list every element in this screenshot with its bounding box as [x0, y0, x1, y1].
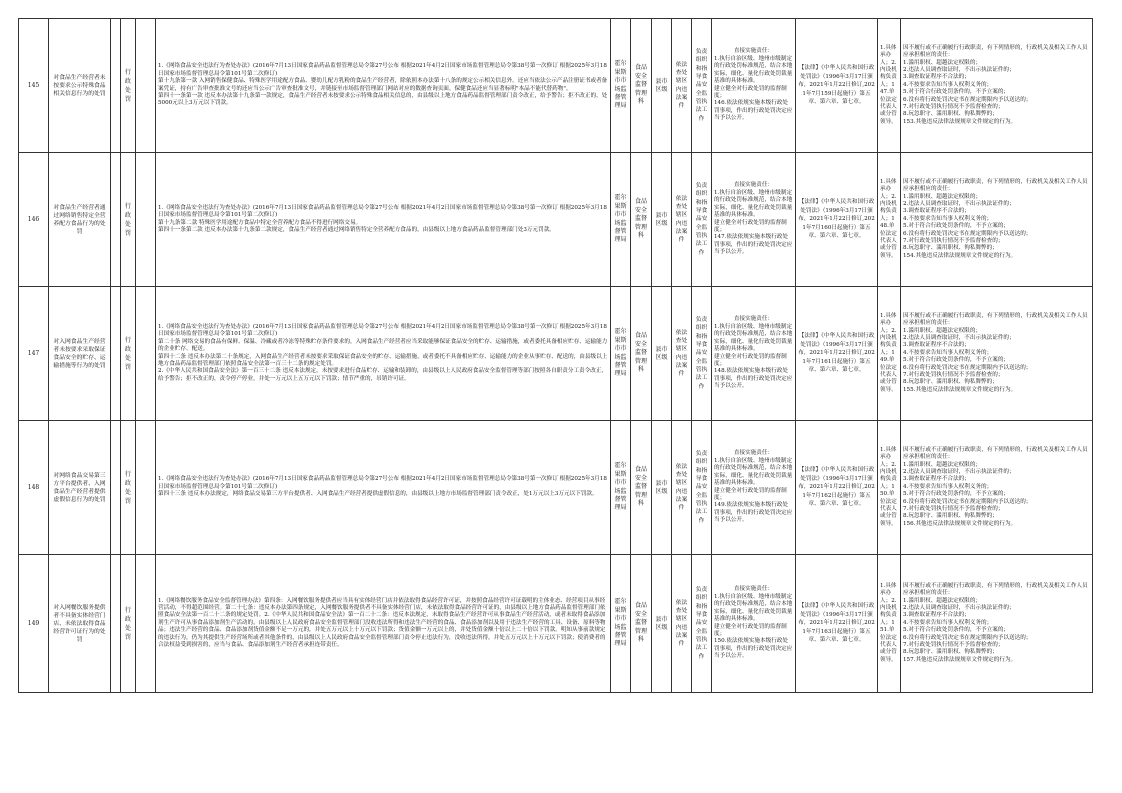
exercise-level: 县市区级	[652, 555, 672, 693]
exercise-mode: 依法查处辖区内违法案件	[672, 19, 692, 153]
legal-basis	[156, 555, 611, 693]
responsible-subject: 负责组织和指导食品安全监管执法工作	[692, 153, 712, 287]
accountability-line: 153.其他违反法律法规规章文件规定的行为。	[903, 118, 1017, 125]
table-row	[19, 555, 1093, 693]
exercise-level: 县市区级	[652, 19, 672, 153]
accountability-line: 2.违法人员调查取证时，不出示执法证件的；	[903, 604, 1015, 611]
responsible-subject: 负责组织和指导食品安全监管执法工作	[692, 287, 712, 421]
accountability-line: 8.玩忽职守、滥用职权、徇私舞弊的；	[903, 513, 998, 520]
responsible-unit: 食品安全监督管理科	[631, 19, 652, 153]
resp-line: 146.依法依规实施本级行政处罚事项，作出的行政处罚决定应当予以公开。	[714, 100, 793, 122]
implementing-org: 霍尔果斯市市场监督管理局	[611, 421, 631, 555]
accountability-line: 1.滥用职权、超越法定权限的；	[903, 327, 982, 334]
accountability-line: 4.不按要求告知当事人权利义务的；	[903, 619, 993, 626]
resp-line: 1.执行自治区级、地州市级制定的行政处罚标准规范，结合本地实际，细化、量化行政处罚裁量基准的具体标准。	[714, 593, 793, 623]
accountability-line: 4.不按要求告知当事人权利义务的；	[903, 349, 993, 356]
accountable-persons: 1.具体承办人；2.内设机构负责人；149.单位法定代表人或分管领导。	[878, 287, 901, 421]
accountability-line: 8.玩忽职守、滥用职权、徇私舞弊的；	[903, 111, 998, 118]
item-name: 对食品生产经营者通过网络销售特定全营养配方食品行为的处罚	[49, 153, 111, 287]
basis-paragraph: 1.《网络食品安全违法行为查处办法》(2016年7月13日国家食品药品监督管理总局令第27号公布 根据2021年4月2日国家市场监督管理总局令第38号第一次修订 根据2025年3月18日国家市场监督管理总局令第101号第二次修订)	[158, 323, 607, 338]
accountable-persons: 1.具体承办人；2.内设机构负责人；151.单位法定代表人或分管领导。	[878, 555, 901, 693]
table-row	[19, 153, 1093, 287]
implementing-org: 霍尔果斯市市场监督管理局	[611, 19, 631, 153]
law-reference: 【法律】《中华人民共和国行政处罚法》（1996年3月17日颁布，2021年1月22日修订,2021年7月159日起施行）第五章、第六章、第七章。	[796, 19, 878, 153]
item-name: 对入网餐饮服务提供者不具备实体经营门店、未依法取得食品经营许可证行为的处罚	[49, 555, 111, 693]
accountability-line: 7.对行政处罚执行情况不予监督检查的；	[903, 238, 1004, 245]
legal-basis	[156, 287, 611, 421]
responsible-unit: 食品安全监督管理科	[631, 287, 652, 421]
responsible-unit: 食品安全监督管理科	[631, 555, 652, 693]
responsibility-items	[712, 555, 796, 693]
accountability-line: 4.不按要求告知当事人权利义务的；	[903, 483, 993, 490]
accountability-line: 5.对于符合行政处罚条件的，不予立案的；	[903, 223, 1010, 230]
accountability-line: 3.调查取证程序不合法的；	[903, 74, 970, 81]
accountability-line: 1.滥用职权、超越法定权限的；	[903, 597, 982, 604]
accountability-line: 154.其他违反法律法规规章文件规定的行为。	[903, 252, 1017, 259]
empty-cell	[111, 555, 121, 693]
resp-line: 1.执行自治区级、地州市级制定的行政处罚标准规范，结合本地实际，细化、量化行政处罚裁量基准的具体标准。	[714, 457, 793, 487]
accountability-situations	[901, 555, 1093, 693]
empty-cell	[136, 19, 156, 153]
resp-line: 建立健全对行政处罚的监督制度；	[714, 219, 787, 233]
law-reference: 【法律】《中华人民共和国行政处罚法》（1996年3月17日颁布，2021年1月22日修订,2021年7月163日起施行）第五章、第六章、第七章。	[796, 555, 878, 693]
accountability-line: 1.滥用职权、超越法定权限的；	[903, 193, 982, 200]
exercise-level: 县市区级	[652, 287, 672, 421]
implementing-org: 霍尔果斯市市场监督管理局	[611, 555, 631, 693]
accountability-line: 6.没有将行政处罚决定书在规定期限内予以送达的；	[903, 364, 1032, 371]
empty-cell	[136, 555, 156, 693]
empty-cell	[111, 421, 121, 555]
row-number: 149	[19, 555, 49, 693]
empty-cell	[111, 153, 121, 287]
resp-line: 147.依法依规实施本级行政处罚事项，作出的行政处罚决定应当予以公开。	[714, 234, 793, 256]
basis-paragraph: 第十九条第二款 特殊医学用途配方食品中特定全营养配方食品不得进行网络交易。	[158, 219, 362, 226]
accountability-line: 1.滥用职权、超越法定权限的；	[903, 461, 982, 468]
resp-line: 建立健全对行政处罚的监督制度；	[714, 353, 787, 367]
item-name: 对入网食品生产经营者未按要求采取保证食品安全的贮存、运输措施等行为的处罚	[49, 287, 111, 421]
accountability-situations	[901, 421, 1093, 555]
basis-paragraph: 1.《网络食品安全违法行为查处办法》(2016年7月13日国家食品药品监督管理总局令第27号公布 根据2021年4月2日国家市场监督管理总局令第38号第一次修订 根据2025年3月18日国家市场监督管理总局令第101号第二次修订)	[158, 63, 607, 77]
accountability-heading: 因不履行或不正确履行行政职责，有下列情形的，行政机关及相关工作人员应承担相应的责任：	[903, 178, 1088, 193]
accountability-situations	[901, 287, 1093, 421]
accountability-line: 5.对于符合行政处罚条件的，不予立案的；	[903, 491, 1010, 498]
basis-paragraph: 1.《网络食品安全违法行为查处办法》(2016年7月13日国家食品药品监督管理总局令第27号公布 根据2021年4月2日国家市场监督管理总局令第38号第一次修订 根据2025年3月18日国家市场监督管理总局令第101号第二次修订)	[158, 204, 607, 219]
row-number: 147	[19, 287, 49, 421]
resp-line: 150.依法依规实施本级行政处罚事项，作出的行政处罚决定应当予以公开。	[714, 638, 793, 660]
resp-line: 建立健全对行政处罚的监督制度；	[714, 623, 787, 637]
accountability-line: 4.不按要求告知当事人权利义务的；	[903, 215, 993, 222]
resp-line: 149.依法依规实施本级行政处罚事项，作出的行政处罚决定应当予以公开。	[714, 502, 793, 524]
resp-heading: 直接实施责任：	[733, 450, 774, 457]
resp-line: 1.执行自治区级、地州市级制定的行政处罚标准规范，结合本地实际，细化、量化行政处罚裁量基准的具体标准。	[714, 55, 793, 85]
row-number: 145	[19, 19, 49, 153]
accountability-heading: 因不履行或不正确履行行政职责，有下列情形的，行政机关及相关工作人员应承担相应的责任：	[903, 44, 1088, 59]
empty-cell	[111, 19, 121, 153]
item-type: 行政处罚	[121, 153, 136, 287]
resp-line: 建立健全对行政处罚的监督制度；	[714, 85, 787, 99]
basis-paragraph: 第四十三条 违反本办法规定，网络食品交易第三方平台提供者、入网食品生产经营者提供虚假信息的，由县级以上地方市场监督管理部门责令改正，处1万元以上3万元以下罚款。	[158, 491, 598, 498]
accountability-line: 7.对行政处罚执行情况不予监督检查的；	[903, 642, 1004, 649]
table-row	[19, 421, 1093, 555]
resp-line: 148.依法依规实施本级行政处罚事项，作出的行政处罚决定应当予以公开。	[714, 368, 793, 390]
item-type: 行政处罚	[121, 19, 136, 153]
accountability-line: 6.没有将行政处罚决定书在规定期限内予以送达的；	[903, 498, 1032, 505]
exercise-mode: 依法查处辖区内违法案件	[672, 153, 692, 287]
accountability-situations	[901, 19, 1093, 153]
basis-paragraph: 第十九条第一款 入网销售保健食品、特殊医学用途配方食品、婴幼儿配方乳粉的食品生产经营者，除依照本办法第十八条的规定公示相关信息外，还应当依法公示产品注册证书或者备案凭证，持有广告审查批准文号的还应当公示广告审查批准文号，并链接至市场监督管理部门网站对应的数据查询页面。保健食品还应当显著标明"本品不能代替药物"。	[158, 78, 608, 92]
law-reference: 【法律】《中华人民共和国行政处罚法》（1996年3月17日颁布，2021年1月22日修订,2021年7月162日起施行）第五章、第六章、第七章。	[796, 421, 878, 555]
legal-basis	[156, 421, 611, 555]
table-row	[19, 19, 1093, 153]
accountability-line: 2.违法人员调查取证时，不出示执法证件的；	[903, 200, 1015, 207]
responsible-subject: 负责组织和指导食品安全监管执法工作	[692, 19, 712, 153]
accountability-line: 157.其他违反法律法规规章文件规定的行为。	[903, 656, 1017, 663]
accountability-line: 3.调查取证程序不合法的；	[903, 612, 970, 619]
item-name: 对网络食品交易第三方平台提供者、入网食品生产经营者提供虚假信息行为的处罚	[49, 421, 111, 555]
basis-paragraph: 1.《网络餐饮服务食品安全监督管理办法》第四条：入网餐饮服务提供者应当具有实体经营门店并依法取得食品经营许可证，并按照食品经营许可证载明的主体业态、经营项目从事经营活动，不得超范围经营。第二十七条：违反本办法第四条规定，入网餐饮服务提供者不具备实体经营门店，未依法取得食品经营许可证的，由县级以上地方食品药品监督管理部门依照食品安全法第一百二十二条的规定处罚。2.《中华人民共和国食品安全法》第一百二十二条：违反本法规定，未取得食品生产经营许可从事食品生产经营活动，或者未取得食品添加剂生产许可从事食品添加剂生产活动的，由县级以上人民政府食品安全监督管理部门没收违法所得和违法生产经营的食品、食品添加剂以及用于违法生产经营的工具、设备、原料等物品；违法生产经营的食品、食品添加剂货值金额不足一万元的，并处五万元以上十万元以下罚款；货值金额一万元以上的，并处货值金额十倍以上二十倍以下罚款。明知从事前款规定的违法行为，仍为其提供生产经营场所或者其他条件的，由县级以上人民政府食品安全监督管理部门责令停止违法行为，没收违法所得，并处五万元以上十万元以下罚款；使消费者的合法权益受到损害的，应当与食品、食品添加剂生产经营者承担连带责任。	[158, 597, 606, 649]
accountability-line: 2.违法人员调查取证时，不出示执法证件的；	[903, 334, 1015, 341]
empty-cell	[136, 421, 156, 555]
responsible-unit: 食品安全监督管理科	[631, 153, 652, 287]
item-type: 行政处罚	[121, 287, 136, 421]
resp-line: 建立健全对行政处罚的监督制度；	[714, 487, 787, 501]
responsibility-list-sheet	[18, 18, 1092, 693]
basis-paragraph: 第二十条 网络交易的食品有保鲜、保温、冷藏或者冷冻等特殊贮存条件要求的，入网食品生产经营者应当采取能够保证食品安全的贮存、运输措施，或者委托具备相应贮存、运输能力的企业贮存、配送。	[158, 338, 608, 353]
item-type: 行政处罚	[121, 555, 136, 693]
accountability-line: 5.对于符合行政处罚条件的，不予立案的；	[903, 89, 1010, 96]
legal-basis	[156, 153, 611, 287]
accountability-line: 5.对于符合行政处罚条件的，不予立案的；	[903, 627, 1010, 634]
responsibility-items	[712, 153, 796, 287]
accountability-line: 6.没有将行政处罚决定书在规定期限内予以送达的；	[903, 230, 1032, 237]
accountability-heading: 因不履行或不正确履行行政职责，有下列情形的，行政机关及相关工作人员应承担相应的责任：	[903, 446, 1088, 461]
exercise-level: 县市区级	[652, 153, 672, 287]
resp-heading: 直接实施责任：	[733, 48, 774, 55]
basis-paragraph: 第四十一条第二款 违反本办法第十九条第二款规定，食品生产经营者通过网络销售特定全营养配方食品的，由县级以上地方食品药品监督管理部门处3万元罚款。	[158, 226, 555, 233]
accountability-line: 2.违法人员调查取证时，不出示执法证件的；	[903, 66, 1015, 73]
accountable-persons: 1.具体承办人；2.内设机构负责人；150.单位法定代表人或分管领导。	[878, 421, 901, 555]
row-number: 148	[19, 421, 49, 555]
implementing-org: 霍尔果斯市市场监督管理局	[611, 287, 631, 421]
basis-paragraph: 第四十二条 违反本办法第二十条规定，入网食品生产经营者未按要求采取保证食品安全的贮存、运输措施，或者委托不具备相应贮存、运输能力的企业从事贮存、配送的，由县级以上地方食品药品监督管理部门依照食品安全法第一百三十二条的规定处罚。	[158, 353, 608, 367]
accountability-line: 7.对行政处罚执行情况不予监督检查的；	[903, 506, 1004, 513]
responsibility-items	[712, 421, 796, 555]
accountability-line: 4.不按要求告知当事人权利义务的；	[903, 81, 993, 88]
accountability-line: 7.对行政处罚执行情况不予监督检查的；	[903, 104, 1004, 111]
accountability-line: 7.对行政处罚执行情况不予监督检查的；	[903, 372, 1004, 379]
exercise-level: 县市区级	[652, 421, 672, 555]
item-type: 行政处罚	[121, 421, 136, 555]
accountability-line: 3.调查取证程序不合法的；	[903, 342, 970, 349]
row-number: 146	[19, 153, 49, 287]
accountability-situations	[901, 153, 1093, 287]
empty-cell	[111, 287, 121, 421]
empty-cell	[136, 153, 156, 287]
accountable-persons: 1.具体承办人；2.内设机构负责人；148.单位法定代表人或分管领导。	[878, 153, 901, 287]
accountability-heading: 因不履行或不正确履行行政职责，有下列情形的，行政机关及相关工作人员应承担相应的责任：	[903, 582, 1088, 597]
exercise-mode: 依法查处辖区内违法案件	[672, 287, 692, 421]
accountable-persons: 1.具体承办人；2.内设机构负责人；147.单位法定代表人或分管领导。	[878, 19, 901, 153]
responsible-subject: 负责组织和指导食品安全监管执法工作	[692, 421, 712, 555]
empty-cell	[136, 287, 156, 421]
exercise-mode: 依法查处辖区内违法案件	[672, 555, 692, 693]
accountability-heading: 因不履行或不正确履行行政职责，有下列情形的，行政机关及相关工作人员应承担相应的责任：	[903, 312, 1088, 327]
responsibility-items	[712, 287, 796, 421]
basis-paragraph: 第四十一条第一款 违反本办法第十九条第一款规定，食品生产经营者未按要求公示特殊食品相关信息的，由县级以上地方食品药品监督管理部门责令改正，给予警告；拒不改正的，处5000元以上3万元以下罚款。	[158, 92, 608, 107]
resp-line: 1.执行自治区级、地州市级制定的行政处罚标准规范，结合本地实际，细化、量化行政处罚裁量基准的具体标准。	[714, 189, 793, 219]
accountability-line: 3.调查取证程序不合法的；	[903, 476, 970, 483]
basis-paragraph: 2.《中华人民共和国食品安全法》第一百三十二条 违反本法规定，未按要求进行食品贮存、运输和装卸的，由县级以上人民政府食品安全监督管理等部门按照各自职责分工责令改正，给予警告；拒不改正的，责令停产停业，并处一万元以上五万元以下罚款；情节严重的，吊销许可证。	[158, 368, 608, 382]
accountability-line: 3.调查取证程序不合法的；	[903, 208, 970, 215]
accountability-line: 8.玩忽职守、滥用职权、徇私舞弊的；	[903, 245, 998, 252]
item-name: 对食品生产经营者未按要求公示特殊食品相关信息行为的处罚	[49, 19, 111, 153]
accountability-line: 6.没有将行政处罚决定书在规定期限内予以送达的；	[903, 634, 1032, 641]
resp-heading: 直接实施责任：	[733, 316, 774, 323]
law-reference: 【法律】《中华人民共和国行政处罚法》（1996年3月17日颁布，2021年1月22日修订,2021年7月161日起施行）第五章、第六章、第七章。	[796, 287, 878, 421]
accountability-line: 8.玩忽职守、滥用职权、徇私舞弊的；	[903, 379, 998, 386]
resp-heading: 直接实施责任：	[733, 586, 774, 593]
accountability-line: 5.对于符合行政处罚条件的，不予立案的；	[903, 357, 1010, 364]
accountability-line: 1.滥用职权、超越法定权限的；	[903, 59, 982, 66]
basis-paragraph: 1.《网络食品安全违法行为查处办法》(2016年7月13日国家食品药品监督管理总局令第27号公布 根据2021年4月2日国家市场监督管理总局令第38号第一次修订 根据2025年3月18日国家市场监督管理总局令第101号第二次修订)	[158, 476, 607, 490]
accountability-line: 6.没有将行政处罚决定书在规定期限内予以送达的；	[903, 96, 1032, 103]
responsible-subject: 负责组织和指导食品安全监管执法工作	[692, 555, 712, 693]
table-row	[19, 287, 1093, 421]
implementing-org: 霍尔果斯市市场监督管理局	[611, 153, 631, 287]
law-reference: 【法律】《中华人民共和国行政处罚法》（1996年3月17日颁布，2021年1月22日修订,2021年7月160日起施行）第五章、第六章、第七章。	[796, 153, 878, 287]
resp-line: 1.执行自治区级、地州市级制定的行政处罚标准规范，结合本地实际，细化、量化行政处罚裁量基准的具体标准。	[714, 323, 793, 353]
accountability-line: 8.玩忽职守、滥用职权、徇私舞弊的；	[903, 649, 998, 656]
resp-heading: 直接实施责任：	[733, 182, 774, 189]
responsible-unit: 食品安全监督管理科	[631, 421, 652, 555]
accountability-line: 155.其他违反法律法规规章文件规定的行为。	[903, 386, 1017, 393]
accountability-line: 2.违法人员调查取证时，不出示执法证件的；	[903, 468, 1015, 475]
responsibility-items	[712, 19, 796, 153]
responsibility-table	[18, 18, 1093, 693]
exercise-mode: 依法查处辖区内违法案件	[672, 421, 692, 555]
accountability-line: 156.其他违反法律法规规章文件规定的行为。	[903, 520, 1017, 527]
legal-basis	[156, 19, 611, 153]
